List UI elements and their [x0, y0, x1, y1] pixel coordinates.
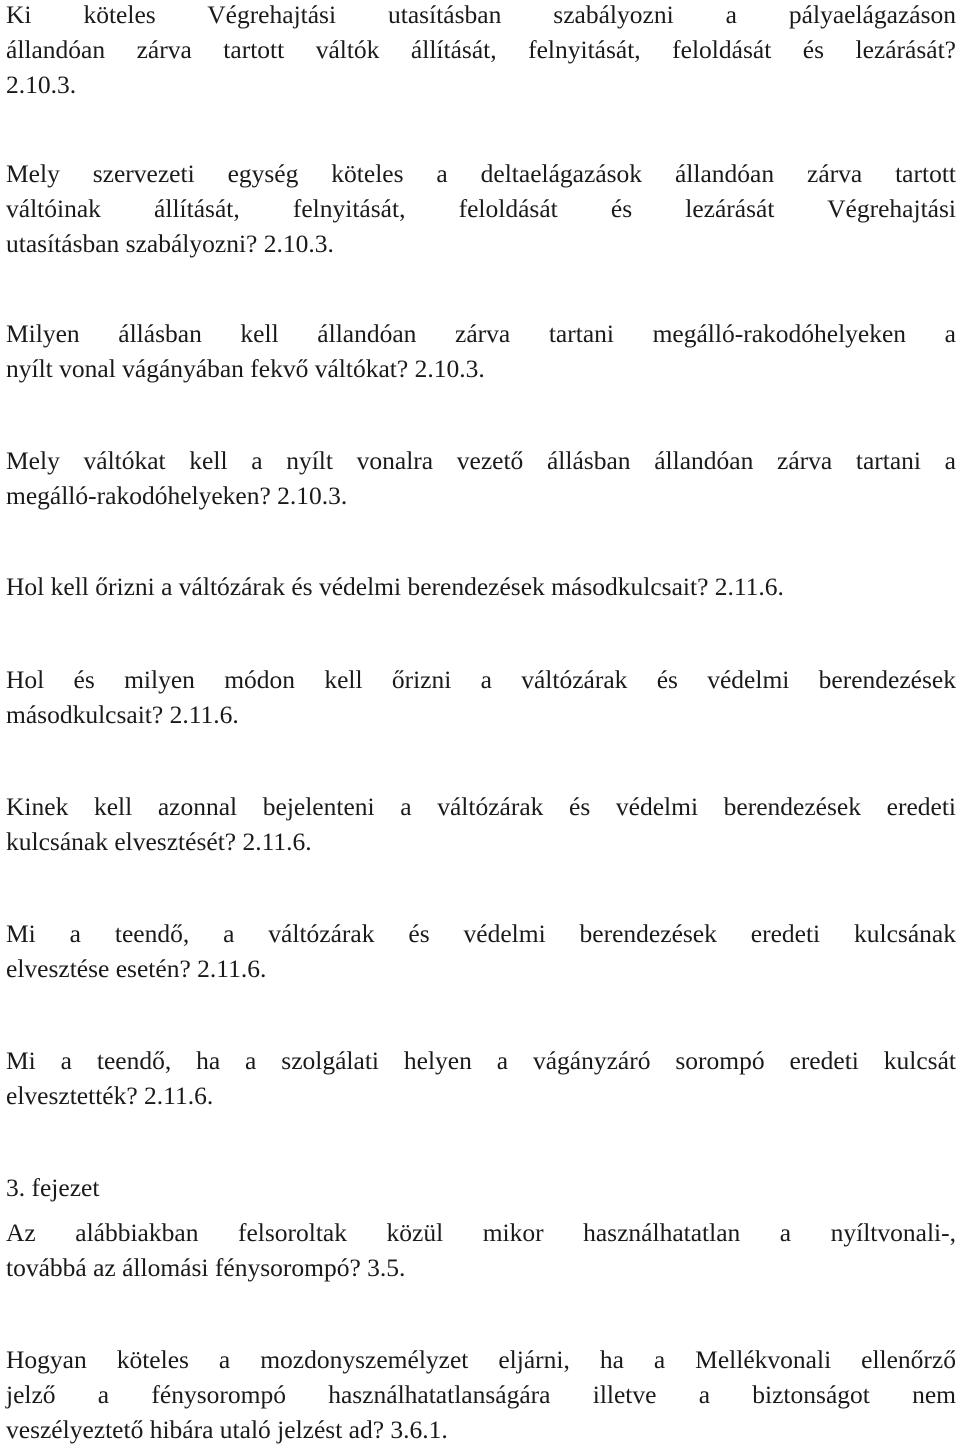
text-line: Mely váltókat kell a nyílt vonalra vezető állásban állandóan zárva tartani a	[6, 446, 956, 475]
text-line: nyílt vonal vágányában fekvő váltókat? 2.10.3.	[6, 354, 485, 383]
text-line: Kinek kell azonnal bejelenteni a váltózárak és védelmi berendezések eredeti	[6, 792, 956, 821]
text-line: Hogyan köteles a mozdonyszemélyzet eljárni, ha a Mellékvonali ellenőrző	[6, 1345, 956, 1374]
text-line: elvesztették? 2.11.6.	[6, 1081, 214, 1110]
text-line: utasításban szabályozni? 2.10.3.	[6, 229, 334, 258]
text-line: megálló-rakodóhelyeken? 2.10.3.	[6, 481, 348, 510]
question-paragraph	[6, 1342, 956, 1447]
text-line: kulcsának elvesztését? 2.11.6.	[6, 827, 312, 856]
text-line: másodkulcsait? 2.11.6.	[6, 700, 239, 729]
question-paragraph	[6, 156, 956, 261]
text-line: Hol kell őrizni a váltózárak és védelmi berendezések másodkulcsait? 2.11.6.	[6, 572, 784, 601]
chapter-heading	[6, 1170, 956, 1205]
text-line: 2.10.3.	[6, 70, 77, 99]
text-line: Az alábbiakban felsoroltak közül mikor használhatatlan a nyíltvonali-,	[6, 1218, 956, 1247]
text-line: jelző a fénysorompó használhatatlanságára illetve a biztonságot nem	[6, 1380, 956, 1409]
text-line: továbbá az állomási fénysorompó? 3.5.	[6, 1253, 406, 1282]
text-line: Mi a teendő, a váltózárak és védelmi berendezések eredeti kulcsának	[6, 919, 956, 948]
text-line: elvesztése esetén? 2.11.6.	[6, 954, 267, 983]
question-paragraph	[6, 443, 956, 513]
text-line: Hol és milyen módon kell őrizni a váltózárak és védelmi berendezések	[6, 665, 956, 694]
text-line: Mi a teendő, ha a szolgálati helyen a vágányzáró sorompó eredeti kulcsát	[6, 1046, 956, 1075]
text-line: Ki köteles Végrehajtási utasításban szabályozni a pályaelágazáson	[6, 0, 956, 29]
question-paragraph	[6, 1215, 956, 1285]
text-line: Mely szervezeti egység köteles a deltaelágazások állandóan zárva tartott	[6, 159, 956, 188]
question-paragraph	[6, 0, 956, 102]
text-line: veszélyeztető hibára utaló jelzést ad? 3.6.1.	[6, 1415, 448, 1444]
chapter-heading-text: 3. fejezet	[6, 1173, 100, 1202]
text-line: Milyen állásban kell állandóan zárva tartani megálló-rakodóhelyeken a	[6, 319, 956, 348]
text-line: állandóan zárva tartott váltók állítását, felnyitását, feloldását és lezárását?	[6, 35, 956, 64]
text-line: váltóinak állítását, felnyitását, feloldását és lezárását Végrehajtási	[6, 194, 956, 223]
question-paragraph	[6, 1043, 956, 1113]
question-paragraph	[6, 662, 956, 732]
question-paragraph	[6, 316, 956, 386]
question-paragraph	[6, 916, 956, 986]
question-paragraph	[6, 789, 956, 859]
question-paragraph	[6, 569, 956, 604]
